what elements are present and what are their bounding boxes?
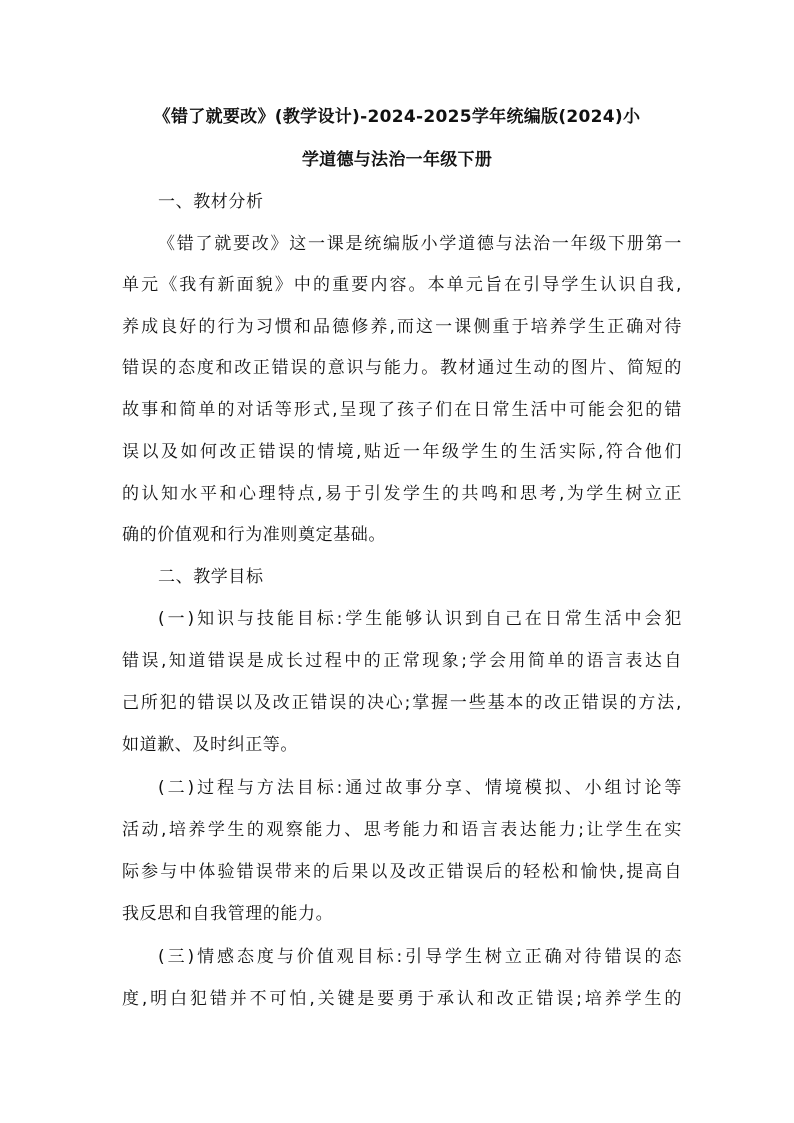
paragraph-line: 误以及如何改正错误的情境,贴近一年级学生的生活实际,符合他们 bbox=[122, 442, 682, 462]
paragraph-line: 如道歉、及时纠正等。 bbox=[122, 735, 298, 755]
paragraph-line: 的认知水平和心理特点,易于引发学生的共鸣和思考,为学生树立正 bbox=[122, 484, 682, 504]
paragraph-line: 际参与中体验错误带来的后果以及改正错误后的轻松和愉快,提高自 bbox=[122, 862, 682, 882]
paragraph-line: (二)过程与方法目标:通过故事分享、情境模拟、小组讨论等 bbox=[158, 778, 682, 798]
paragraph-line: (三)情感态度与价值观目标:引导学生树立正确对待错误的态 bbox=[158, 947, 682, 967]
paragraph-line: 我反思和自我管理的能力。 bbox=[122, 904, 334, 924]
paragraph-line: 错误的态度和改正错误的意识与能力。教材通过生动的图片、简短的 bbox=[122, 358, 682, 378]
document-title-line-2: 学道德与法治一年级下册 bbox=[301, 150, 493, 170]
paragraph-line: 确的价值观和行为准则奠定基础。 bbox=[122, 525, 386, 545]
paragraph-line: 错误,知道错误是成长过程中的正常现象;学会用简单的语言表达自 bbox=[122, 651, 682, 671]
paragraph-line: 养成良好的行为习惯和品德修养,而这一课侧重于培养学生正确对待 bbox=[122, 317, 682, 337]
paragraph-line: 活动,培养学生的观察能力、思考能力和语言表达能力;让学生在实 bbox=[122, 820, 682, 840]
paragraph-line: (一)知识与技能目标:学生能够认识到自己在日常生活中会犯 bbox=[158, 609, 682, 629]
section-heading-materials: 一、教材分析 bbox=[158, 192, 264, 212]
paragraph-line: 《错了就要改》这一课是统编版小学道德与法治一年级下册第一 bbox=[158, 234, 682, 254]
paragraph-line: 度,明白犯错并不可怕,关键是要勇于承认和改正错误;培养学生的 bbox=[122, 989, 682, 1009]
paragraph-line: 单元《我有新面貌》中的重要内容。本单元旨在引导学生认识自我, bbox=[122, 275, 682, 295]
section-heading-objectives: 二、教学目标 bbox=[158, 567, 264, 587]
paragraph-line: 故事和简单的对话等形式,呈现了孩子们在日常生活中可能会犯的错 bbox=[122, 400, 682, 420]
paragraph-line: 己所犯的错误以及改正错误的决心;掌握一些基本的改正错误的方法, bbox=[122, 693, 682, 713]
document-title-line-1: 《错了就要改》(教学设计)-2024-2025学年统编版(2024)小 bbox=[153, 107, 641, 127]
